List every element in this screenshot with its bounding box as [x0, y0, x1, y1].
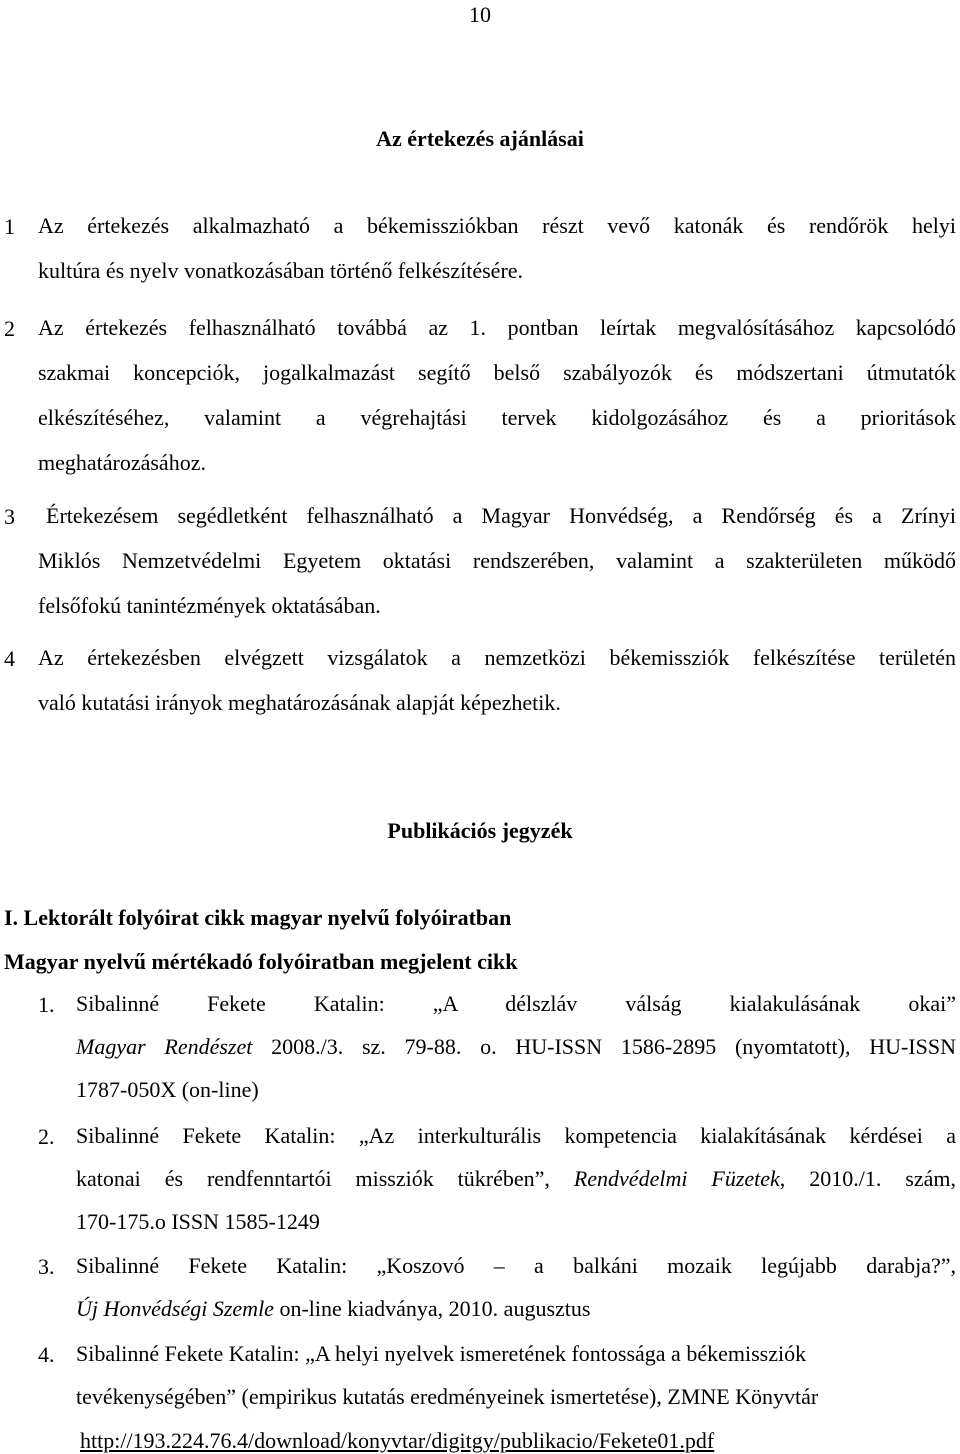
item-line: Az értekezésben elvégzett vizsgálatok a nemzetközi békemissziók felkészítése területén [38, 645, 956, 670]
item-line: kultúra és nyelv vonatkozásában történő felkészítésére. [38, 258, 524, 283]
page-number: 10 [469, 2, 491, 27]
item-line: Az értekezés alkalmazható a békemissziókban részt vevő katonák és rendőrök helyi [38, 213, 956, 238]
publication-line: 1787-050X (on-line) [76, 1077, 259, 1102]
publication-line [76, 1297, 956, 1340]
publication-line: 170-175.o ISSN 1585-1249 [76, 1209, 320, 1234]
item-number: 1 [4, 214, 15, 239]
publication-link[interactable]: http://193.224.76.4/download/konyvtar/digitgy/publikacio/Fekete01.pdf [80, 1428, 715, 1453]
publication-number: 2. [38, 1124, 55, 1149]
publication-line: Sibalinné Fekete Katalin: „Az interkulturális kompetencia kialakításának kérdései a [76, 1123, 956, 1148]
publication-number: 4. [38, 1342, 55, 1367]
item-line: elkészítéséhez, valamint a végrehajtási tervek kidolgozásához és a prioritások [38, 405, 956, 430]
publication-details: , 2010./1. szám, [779, 1166, 956, 1191]
item-line: szakmai koncepciók, jogalkalmazást segítő belső szabályozók és módszertani útmutatók [38, 360, 956, 385]
journal-title: Új Honvédségi Szemle [76, 1296, 274, 1321]
journal-title: Rendvédelmi Füzetek [573, 1166, 780, 1191]
publication-title-end: katonai és rendfenntartói missziók tükrében”, [76, 1166, 574, 1191]
item-line: Értekezésem segédletként felhasználható a Magyar Honvédség, a Rendőrség és a Zrínyi [46, 503, 956, 528]
publication-number: 3. [38, 1254, 55, 1279]
item-line: Az értekezés felhasználható továbbá az 1. pontban leírtak megvalósításához kapcsolódó [38, 315, 956, 340]
item-line: felsőfokú tanintézmények oktatásában. [38, 593, 381, 618]
publication-number: 1. [38, 992, 55, 1017]
section-heading: I. Lektorált folyóirat cikk magyar nyelvű folyóiratban [4, 905, 512, 930]
publication-line: tevékenységében” (empirikus kutatás eredményeinek ismertetése), ZMNE Könyvtár [76, 1384, 819, 1409]
publication-details: on-line kiadványa, 2010. augusztus [273, 1296, 591, 1321]
publication-line: Sibalinné Fekete Katalin: „Koszovó – a balkáni mozaik legújabb darabja?”, [76, 1253, 956, 1278]
publication-details: 2008./3. sz. 79-88. o. HU-ISSN 1586-2895 (nyomtatott), HU-ISSN [252, 1034, 956, 1059]
journal-title: Magyar Rendészet [76, 1034, 253, 1059]
item-number: 3 [4, 504, 15, 529]
publication-line: Sibalinné Fekete Katalin: „A délszláv válság kialakulásának okai” [76, 991, 956, 1016]
recommendations-heading: Az értekezés ajánlásai [376, 126, 584, 151]
publication-line [76, 1167, 956, 1210]
item-line: meghatározásához. [38, 450, 206, 475]
subsection-heading: Magyar nyelvű mértékadó folyóiratban megjelent cikk [4, 949, 518, 974]
item-number: 4 [4, 646, 15, 671]
publications-heading: Publikációs jegyzék [387, 818, 573, 843]
item-number: 2 [4, 316, 15, 341]
item-line: Miklós Nemzetvédelmi Egyetem oktatási rendszerében, valamint a szakterületen működő [38, 548, 956, 573]
item-line: való kutatási irányok meghatározásának alapját képezhetik. [38, 690, 561, 715]
publication-line: Sibalinné Fekete Katalin: „A helyi nyelvek ismeretének fontossága a békemissziók [76, 1341, 807, 1366]
publication-line [76, 1035, 956, 1078]
